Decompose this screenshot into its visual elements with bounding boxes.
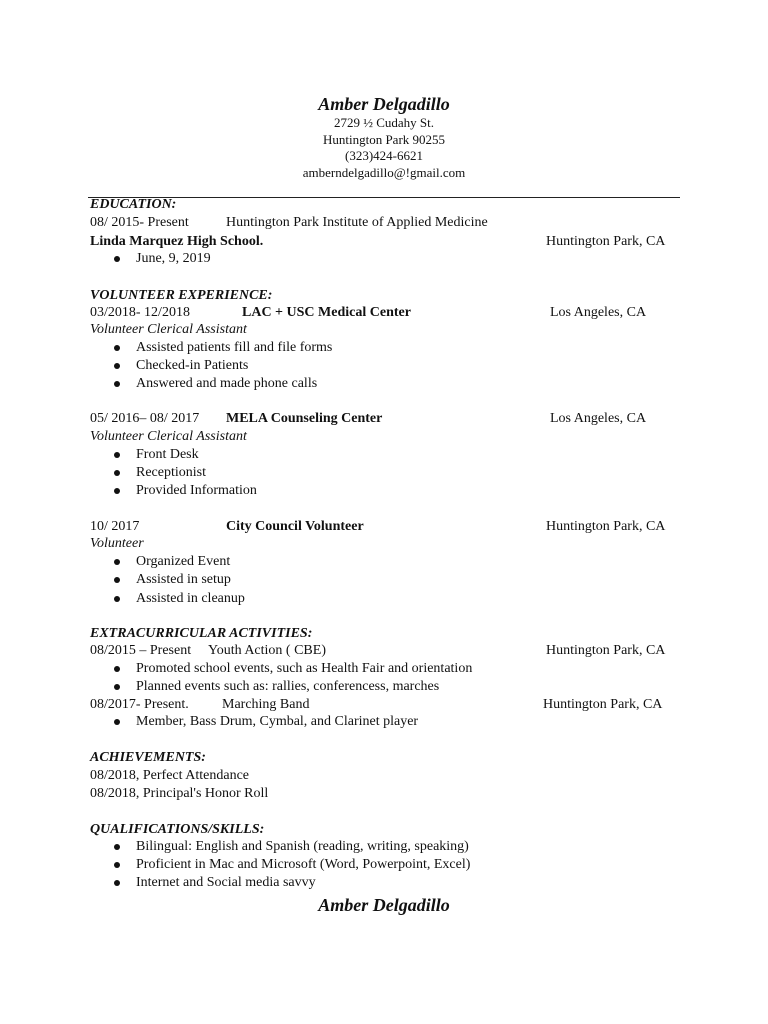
volunteer-bullet: Assisted in setup: [136, 572, 231, 587]
header-divider: [88, 197, 680, 198]
volunteer-bullet: Receptionist: [136, 465, 206, 480]
education-school: Linda Marquez High School.: [90, 234, 264, 249]
bullet-icon: [114, 470, 120, 476]
skill-bullet: Internet and Social media savvy: [136, 875, 316, 890]
bullet-icon: [114, 345, 120, 351]
phone-line: (323)424-6621: [345, 148, 423, 163]
education-location: Huntington Park, CA: [546, 234, 666, 249]
volunteer-location: Huntington Park, CA: [546, 519, 666, 534]
volunteer-bullet: Front Desk: [136, 447, 199, 462]
bullet-icon: [114, 452, 120, 458]
education-program: Huntington Park Institute of Applied Medicine: [226, 215, 488, 230]
skill-bullet: Proficient in Mac and Microsoft (Word, Powerpoint, Excel): [136, 857, 471, 872]
volunteer-bullet: Checked-in Patients: [136, 358, 249, 373]
volunteer-bullet: Organized Event: [136, 554, 231, 569]
volunteer-role: Volunteer Clerical Assistant: [90, 322, 247, 337]
achievement-item: 08/2018, Principal's Honor Roll: [90, 786, 269, 801]
city-line: Huntington Park 90255: [322, 132, 446, 147]
activity-location: Huntington Park, CA: [546, 643, 666, 658]
bullet-icon: [114, 381, 120, 387]
activity-title: Youth Action ( CBE): [208, 643, 326, 658]
skills-heading: QUALIFICATIONS/SKILLS:: [90, 822, 265, 837]
activity-bullet: Planned events such as: rallies, conferencess, marches: [136, 679, 440, 694]
skill-bullet: Bilingual: English and Spanish (reading, writing, speaking): [136, 839, 469, 854]
bullet-icon: [114, 488, 120, 494]
activity-date: 08/2017- Present.: [90, 697, 189, 712]
bullet-icon: [114, 559, 120, 565]
achievement-item: 08/2018, Perfect Attendance: [90, 768, 250, 783]
address-line: 2729 ½ Cudahy St.: [333, 115, 435, 130]
volunteer-org: City Council Volunteer: [226, 519, 364, 534]
email-line: amberndelgadillo@!gmail.com: [302, 165, 466, 180]
bullet-icon: [114, 880, 120, 886]
volunteer-org: MELA Counseling Center: [226, 411, 383, 426]
volunteer-org: LAC + USC Medical Center: [242, 305, 411, 320]
bullet-icon: [114, 684, 120, 690]
volunteer-location: Los Angeles, CA: [550, 305, 647, 320]
education-date: 08/ 2015- Present: [90, 215, 189, 230]
bullet-icon: [114, 577, 120, 583]
bullet-icon: [114, 862, 120, 868]
bullet-icon: [114, 596, 120, 602]
volunteer-heading: VOLUNTEER EXPERIENCE:: [90, 288, 273, 303]
activity-bullet: Promoted school events, such as Health Fair and orientation: [136, 661, 473, 676]
bullet-icon: [114, 666, 120, 672]
footer-name: Amber Delgadillo: [318, 895, 450, 915]
extracurricular-heading: EXTRACURRICULAR ACTIVITIES:: [90, 626, 313, 641]
bullet-icon: [114, 256, 120, 262]
achievements-heading: ACHIEVEMENTS:: [90, 750, 206, 765]
volunteer-role: Volunteer Clerical Assistant: [90, 429, 247, 444]
volunteer-date: 03/2018- 12/2018: [90, 305, 190, 320]
volunteer-location: Los Angeles, CA: [550, 411, 647, 426]
volunteer-role: Volunteer: [90, 536, 144, 551]
resume-name: Amber Delgadillo: [318, 94, 450, 114]
bullet-icon: [114, 844, 120, 850]
activity-date: 08/2015 – Present: [90, 643, 192, 658]
activity-bullet: Member, Bass Drum, Cymbal, and Clarinet player: [136, 714, 419, 729]
volunteer-bullet: Provided Information: [136, 483, 257, 498]
bullet-icon: [114, 363, 120, 369]
volunteer-bullet: Answered and made phone calls: [136, 376, 318, 391]
volunteer-date: 05/ 2016– 08/ 2017: [90, 411, 200, 426]
education-bullet: June, 9, 2019: [136, 251, 211, 266]
bullet-icon: [114, 719, 120, 725]
activity-location: Huntington Park, CA: [543, 697, 663, 712]
volunteer-date: 10/ 2017: [90, 519, 140, 534]
activity-title: Marching Band: [222, 697, 310, 712]
volunteer-bullet: Assisted in cleanup: [136, 591, 245, 606]
education-heading: EDUCATION:: [90, 197, 177, 212]
volunteer-bullet: Assisted patients fill and file forms: [136, 340, 333, 355]
